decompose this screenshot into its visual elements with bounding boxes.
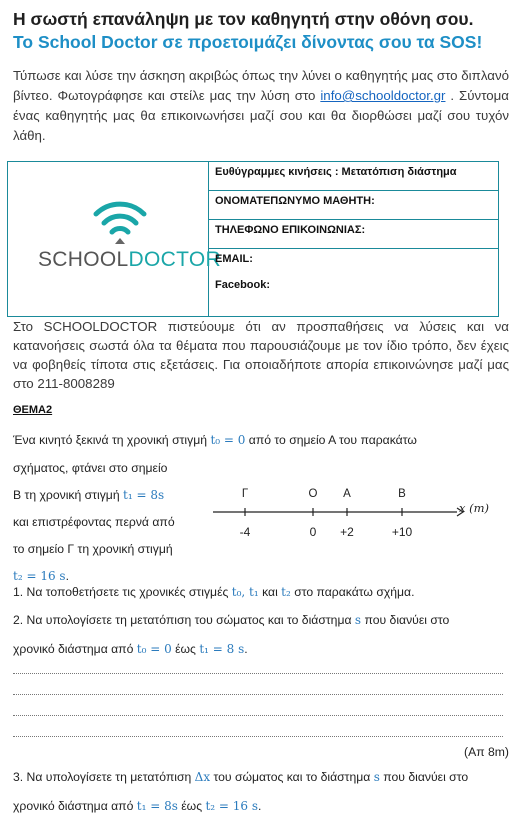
page-subtitle: Το School Doctor σε προετοιμάζει δίνοντας σου τα SOS! — [13, 32, 483, 52]
math-t0-t1: t₀, t₁ — [231, 585, 259, 599]
math-t2: t₂ = 16 s — [205, 799, 259, 813]
answer-line[interactable] — [13, 736, 503, 737]
text: χρονικό διάστημα από — [13, 642, 137, 656]
point-value-b: +10 — [391, 525, 413, 539]
row-topic: Ευθύγραμμες κινήσεις : Μετατόπιση διάστημα — [209, 162, 498, 191]
row-facebook[interactable]: Facebook: — [215, 279, 271, 291]
text: και — [258, 585, 282, 599]
problem-line-3 — [13, 483, 209, 508]
wifi-logo-icon — [92, 200, 148, 246]
row-phone[interactable]: ΤΗΛΕΦΩΝΟ ΕΠΙΚΟΙΝΩΝΙΑΣ: — [209, 220, 498, 249]
problem-line-1 — [13, 428, 509, 453]
intro-paragraph — [13, 66, 509, 146]
text: έως — [171, 642, 200, 656]
point-value-a: +2 — [340, 525, 354, 539]
axis-label: x (m) — [459, 501, 490, 515]
question-3-line-2 — [13, 794, 509, 819]
row-email[interactable]: EMAIL: — [215, 253, 253, 265]
point-label-origin: Ο — [308, 488, 318, 500]
point-value-gamma: -4 — [239, 525, 251, 539]
email-link[interactable]: info@schooldoctor.gr — [320, 88, 446, 103]
note-paragraph: Στο SCHOOLDOCTOR πιστεύουμε ότι αν προσπαθήσεις να λύσεις και να κατανοήσεις σωστά όλα τα θέματα που παρουσιάζουμε με τον ίδιο τρόπο, δεν έχεις να φοβηθείς τίποτα στις εξετάσεις. Για οποιαδήποτε απορία επικοινώνησε μαζί μας στο 211-8008289 — [13, 319, 509, 391]
point-label-b: Β — [398, 488, 406, 500]
brand-part-doctor: DOCTOR — [128, 248, 221, 271]
text: που διανύει στο — [361, 613, 450, 627]
math-t1: t₁ = 8 s — [199, 642, 245, 656]
number-line-diagram — [205, 482, 505, 542]
text: έως — [177, 799, 206, 813]
brand-part-school: SCHOOL — [38, 248, 129, 271]
question-3-line-1 — [13, 765, 509, 790]
math-t0: t₀ = 0 — [136, 642, 172, 656]
row-student-name[interactable]: ΟΝΟΜΑΤΕΠΩΝΥΜΟ ΜΑΘΗΤΗ: — [209, 191, 498, 220]
answer-marks: (Απ 8m) — [464, 745, 509, 759]
text: 3. Να υπολογίσετε τη μετατόπιση — [13, 770, 195, 784]
question-1 — [13, 580, 509, 605]
question-2-line-2 — [13, 637, 509, 662]
answer-line[interactable] — [13, 715, 503, 716]
math-t0: t₀ = 0 — [210, 433, 246, 447]
point-value-origin: 0 — [309, 525, 317, 539]
point-label-gamma: Γ — [241, 488, 249, 500]
text: που διανύει στο — [379, 770, 469, 784]
text: 1. Να τοποθετήσετε τις χρονικές στιγμές — [13, 585, 232, 599]
page-title: Η σωστή επανάληψη με τον καθηγητή στην οθόνη σου. — [13, 9, 474, 29]
text: 2. Να υπολογίσετε τη μετατόπιση του σώματος και το διάστημα — [13, 613, 355, 627]
text: . — [258, 799, 262, 813]
text: στο παρακάτω σχήμα. — [290, 585, 415, 599]
point-label-a: Α — [343, 488, 351, 500]
text: Ένα κινητό ξεκινά τη χρονική στιγμή — [13, 433, 211, 447]
answer-line[interactable] — [13, 673, 503, 674]
question-2 — [13, 608, 509, 662]
math-t1: t₁ = 8s — [136, 799, 178, 813]
problem-line-2: σχήματος, φτάνει στο σημείο — [13, 461, 168, 475]
question-2-line-1 — [13, 608, 509, 633]
math-t2: t₂ = 16 s — [13, 569, 66, 583]
student-info-card — [7, 161, 499, 317]
text: χρονικό διάστημα από — [13, 799, 137, 813]
question-3 — [13, 765, 509, 819]
math-t2: t₂ — [281, 585, 291, 599]
text: . — [244, 642, 248, 656]
problem-line-5: το σημείο Γ τη χρονική στιγμή — [13, 542, 173, 556]
intro-text-after: . Σύντομα ένας καθηγητής μας θα επικοινωνήσει μαζί σου και θα διορθώσει μαζί σου τυχόν λάθη. — [13, 88, 509, 143]
problem-line-4: και επιστρέφοντας περνά από — [13, 515, 175, 529]
math-dx: Δx — [194, 770, 211, 784]
subject-heading: ΘΕΜΑ2 — [13, 404, 53, 416]
text: από το σημείο Α του παρακάτω — [245, 433, 417, 447]
text: . — [65, 569, 69, 583]
intro-text-before: Τύπωσε και λύσε την άσκηση ακριβώς όπως την λύνει ο καθηγητής μας στο διπλανό βίντεο. Φωτογράφησε και στείλε μας την λύση στο — [13, 68, 509, 103]
math-s: s — [354, 613, 362, 627]
text: του σώματος και το διάστημα — [210, 770, 374, 784]
math-t1: t₁ = 8s — [123, 488, 165, 502]
logo-cell — [8, 162, 221, 316]
math-s: s — [373, 770, 380, 784]
brand-logo — [38, 248, 221, 272]
text: Β τη χρονική στιγμή — [13, 488, 123, 502]
row-contact — [209, 249, 498, 315]
problem-left-column — [13, 456, 209, 589]
answer-line[interactable] — [13, 694, 503, 695]
